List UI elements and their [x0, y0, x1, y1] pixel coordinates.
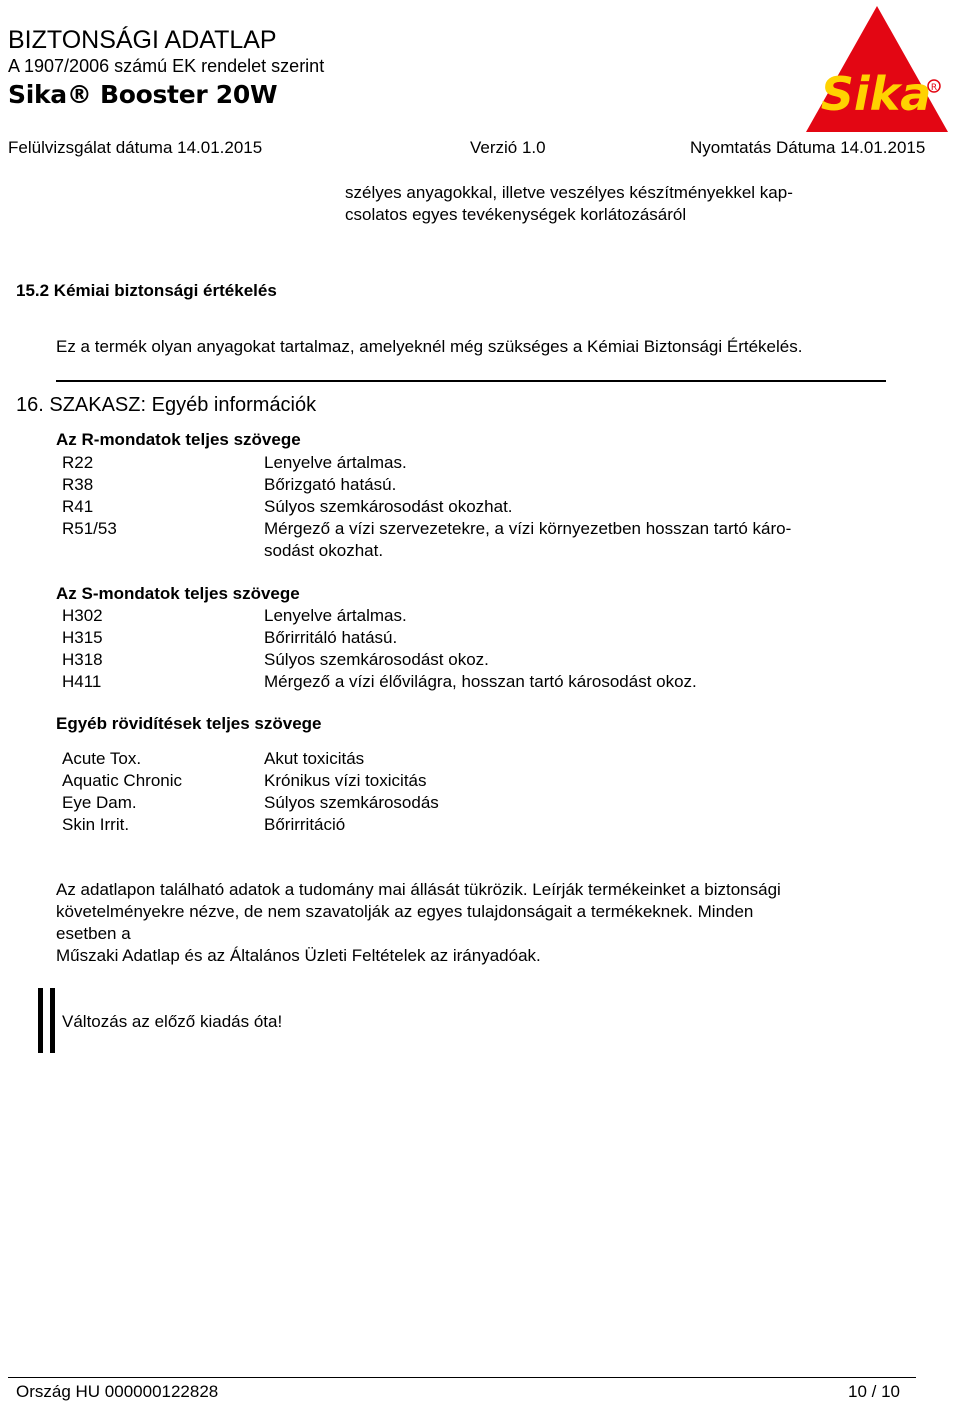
abbreviation-code: Skin Irrit.	[62, 815, 130, 834]
document-title: BIZTONSÁGI ADATLAP	[8, 26, 277, 54]
abbreviation-text: Bőrirritáció	[264, 815, 346, 834]
r-phrase-code: R22	[62, 453, 94, 472]
r-phrase-text: Mérgező a vízi szervezetekre, a vízi környezetben hosszan tartó káro-	[264, 519, 792, 538]
abbreviation-text: Akut toxicitás	[264, 749, 365, 768]
h-phrase-code: H315	[62, 628, 103, 647]
section-15-2-heading: 15.2 Kémiai biztonsági értékelés	[16, 281, 277, 300]
h-phrase-text: Súlyos szemkárosodást okoz.	[264, 650, 489, 669]
abbreviation-code: Aquatic Chronic	[62, 771, 183, 790]
footer-page-number: 10 / 10	[848, 1382, 900, 1401]
abbreviation-code: Acute Tox.	[62, 749, 142, 768]
abbreviations-heading: Egyéb rövidítések teljes szövege	[56, 714, 322, 733]
r-phrase-code: R51/53	[62, 519, 117, 538]
h-phrase-code: H318	[62, 650, 103, 669]
continued-text-line: csolatos egyes tevékenységek korlátozásáról	[345, 205, 687, 224]
review-date: Felülvizsgálat dátuma 14.01.2015	[8, 138, 263, 157]
h-phrase-code: H302	[62, 606, 103, 625]
r-phrase-text: Súlyos szemkárosodást okozhat.	[264, 497, 513, 516]
change-note: Változás az előző kiadás óta!	[62, 1012, 283, 1031]
abbreviation-text: Súlyos szemkárosodás	[264, 793, 439, 812]
r-phrase-text: Lenyelve ártalmas.	[264, 453, 407, 472]
footer-divider	[8, 1377, 916, 1378]
svg-text:R: R	[930, 83, 938, 93]
disclaimer-line: Az adatlapon található adatok a tudomány mai állását tükrözik. Leírják termékeinket a biztonsági	[56, 880, 781, 899]
section-divider	[56, 380, 886, 382]
h-phrase-text: Lenyelve ártalmas.	[264, 606, 407, 625]
section-16-heading: 16. SZAKASZ: Egyéb információk	[16, 394, 317, 416]
version: Verzió 1.0	[470, 138, 546, 157]
r-phrase-text: Bőrizgató hatású.	[264, 475, 397, 494]
r-phrase-code: R41	[62, 497, 94, 516]
section-15-2-body: Ez a termék olyan anyagokat tartalmaz, amelyeknél még szükséges a Kémiai Biztonsági Értékelés.	[56, 337, 803, 356]
r-phrases-heading: Az R-mondatok teljes szövege	[56, 430, 301, 449]
disclaimer-line: Műszaki Adatlap és az Általános Üzleti Feltételek az irányadóak.	[56, 946, 541, 965]
abbreviation-code: Eye Dam.	[62, 793, 137, 812]
h-phrase-code: H411	[62, 672, 102, 691]
disclaimer-line: esetben a	[56, 924, 131, 943]
abbreviation-text: Krónikus vízi toxicitás	[264, 771, 427, 790]
h-phrase-text: Bőrirritáló hatású.	[264, 628, 398, 647]
s-phrases-heading: Az S-mondatok teljes szövege	[56, 584, 300, 603]
continued-text-line: szélyes anyagokkal, illetve veszélyes készítményekkel kap-	[345, 183, 793, 202]
r-phrase-text-continued: sodást okozhat.	[264, 541, 384, 560]
change-bar	[50, 988, 55, 1053]
print-date: Nyomtatás Dátuma 14.01.2015	[690, 138, 926, 157]
svg-text:Sika: Sika	[820, 67, 932, 121]
disclaimer-line: követelményekre nézve, de nem szavatolják az egyes tulajdonságait a termékeknek. Minden	[56, 902, 754, 921]
change-bar	[38, 988, 43, 1053]
h-phrase-text: Mérgező a vízi élővilágra, hosszan tartó károsodást okoz.	[264, 672, 697, 691]
sika-logo-icon	[806, 6, 948, 132]
regulation-subtitle: A 1907/2006 számú EK rendelet szerint	[8, 56, 325, 76]
r-phrase-code: R38	[62, 475, 94, 494]
footer-country: Ország HU 000000122828	[16, 1382, 219, 1401]
product-name: Sika® Booster 20W	[8, 80, 278, 109]
